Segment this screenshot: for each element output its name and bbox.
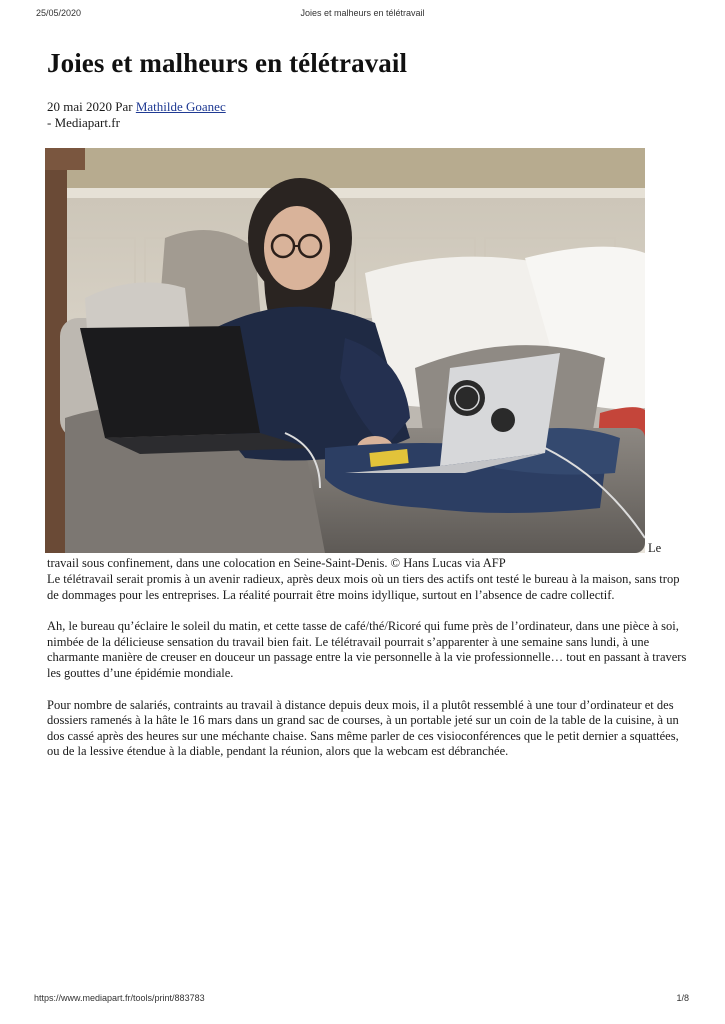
article-photo: [45, 148, 645, 553]
print-date: 25/05/2020: [36, 8, 82, 18]
photo-illustration: [45, 148, 645, 553]
paragraph: Ah, le bureau qu’éclaire le soleil du matin, et cette tasse de café/thé/Ricoré qui fume près de l’ordinateur, dans une pièce à soi, nimbée de la délicieuse sensation du travail bien fait. Le télétravail pourrait s’apparenter à une semaine sans lundi, à une charmante manière de creuser en douceur un passage entre la vie personnelle à la vie professionnelle… tout en passant à travers les gouttes d’une épidémie mondiale.: [47, 619, 687, 680]
author-link[interactable]: Mathilde Goanec: [135, 99, 226, 114]
print-header: [0, 8, 725, 22]
print-header-title: Joies et malheurs en télétravail: [300, 8, 425, 18]
print-url[interactable]: https://www.mediapart.fr/tools/print/883783: [34, 993, 205, 1003]
photo-caption-start: Le: [648, 541, 662, 555]
byline: [47, 99, 447, 131]
article-body: [47, 572, 687, 776]
paragraph: Le télétravail serait promis à un avenir radieux, après deux mois où un tiers des actifs ont testé le bureau à la maison, sans trop de dommages pour les entreprises. La réalité pourrait être moins idyllique, surtout en l’absence de cadre collectif.: [47, 572, 680, 602]
article-title: Joies et malheurs en télétravail: [47, 48, 408, 78]
photo-caption: travail sous confinement, dans une colocation en Seine-Saint-Denis. © Hans Lucas via AFP: [47, 556, 506, 570]
print-footer: [0, 993, 725, 1007]
source-label: - Mediapart.fr: [47, 115, 120, 130]
paragraph: Pour nombre de salariés, contraints au travail à distance depuis deux mois, il a plutôt ressemblé à une tour d’ordinateur et des dossiers ramenés à la hâte le 16 mars dans un grand sac de courses, à un portable jeté sur un coin de la table de la cuisine, à un dos cassé après des heures sur une méchante chaise. Sans même parler de ces visioconférences que le petit dernier a squattées, ou de la lessive étendue à la diable, pendant la réunion, alors que la webcam est débranchée.: [47, 697, 679, 759]
publish-date: 20 mai 2020 Par: [47, 99, 136, 114]
page-number: 1/8: [676, 993, 689, 1003]
